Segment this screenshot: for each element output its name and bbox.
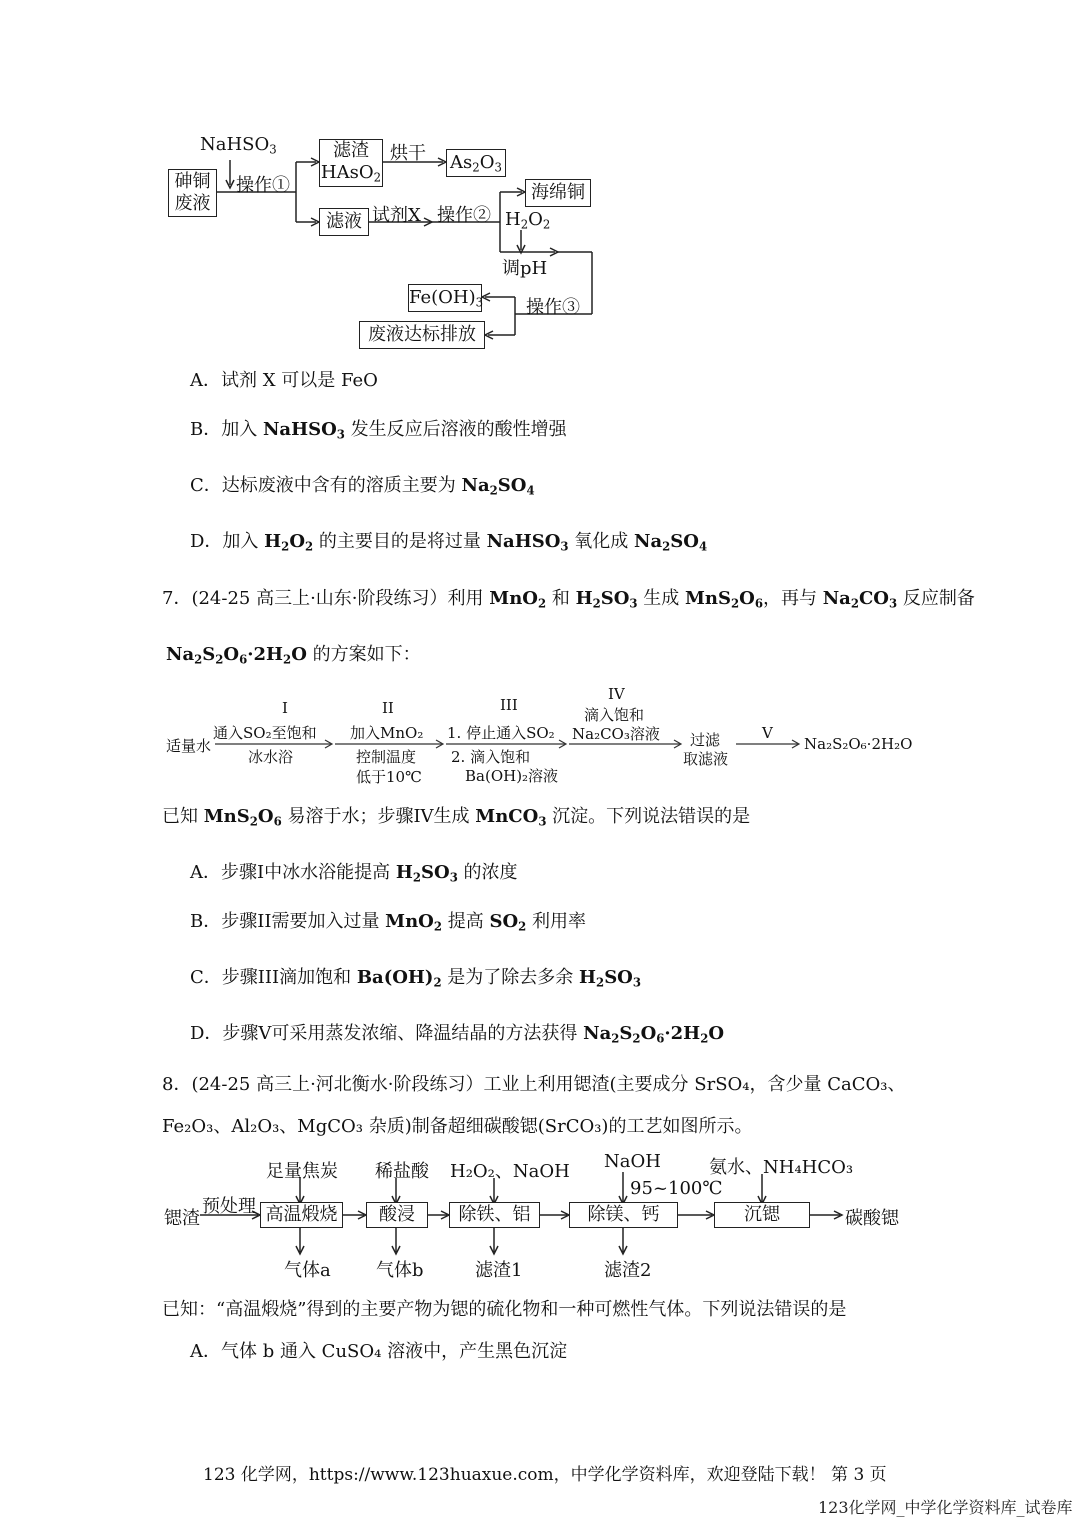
step-1-bottom: 冰水浴 <box>248 748 294 766</box>
h2o2-label: $H_2O_2$ <box>505 209 551 232</box>
page-footer: 123 化学网，https://www.123huaxue.com，中学化学资料库，欢迎登陆下载！ 第 3 页 <box>203 1465 887 1485</box>
q7-known: 已知 $MnS_2O_6$ 易溶于水；步骤IV生成 MnCO$_3$ 沉淀。下列说法错误的是 <box>162 806 751 829</box>
step-2-bottom-2: 低于10℃ <box>356 768 422 786</box>
residue-box: 滤渣 HAsO$_2$ <box>319 139 383 187</box>
discharge-box: 废液达标排放 <box>359 321 485 349</box>
step-2-top: 加入MnO₂ <box>350 724 424 742</box>
adjust-ph-label: 调pH <box>502 258 548 279</box>
input-coke: 足量焦炭 <box>266 1161 338 1182</box>
filtrate-box: 滤液 <box>319 208 369 236</box>
operation-2-label: 操作② <box>437 205 491 226</box>
feoh3-box: $Fe(OH)_3$ <box>408 284 482 312</box>
step-1-number: I <box>282 699 288 717</box>
calcination-box: 高温煅烧 <box>260 1202 343 1228</box>
filter-label-2: 取滤液 <box>683 750 729 768</box>
step-1-top: 通入SO₂至饱和 <box>213 724 317 742</box>
product-label: Na₂S₂O₆·2H₂O <box>804 735 913 753</box>
q8-stem-line2: Fe₂O₃、Al₂O₃、MgCO₃ 杂质)制备超细碳酸锶(SrCO₃)的工艺如图所示。 <box>162 1116 753 1137</box>
step-5-number: V <box>762 724 773 742</box>
operation-1-label: 操作① <box>236 175 290 196</box>
input-naoh: NaOH <box>604 1151 661 1172</box>
q7-option-a: A．步骤I中冰水浴能提高 $H_2SO_3$ 的浓度 <box>190 862 518 885</box>
step-4-top-1: 滴入饱和 <box>584 706 645 724</box>
strontium-carbonate-label: 碳酸锶 <box>845 1208 899 1229</box>
output-residue-1: 滤渣1 <box>475 1260 523 1281</box>
output-gas-b: 气体b <box>376 1260 424 1281</box>
precipitate-sr-box: 沉锶 <box>714 1202 810 1228</box>
q6-option-b: B．加入 NaHSO$_3$ 发生反应后溶液的酸性增强 <box>190 419 567 442</box>
q6-option-c: C．达标废液中含有的溶质主要为 $Na_2SO_4$ <box>190 475 535 498</box>
step-2-number: II <box>382 699 394 717</box>
q7-stem-line2: $Na_2S_2O_6\cdot 2H_2O$ 的方案如下： <box>166 644 421 667</box>
step-3-top: 1. 停止通入SO₂ <box>447 724 555 742</box>
q7-option-b: B．步骤II需要加入过量 MnO$_2$ 提高 $SO_2$ 利用率 <box>190 911 587 934</box>
as2o3-box: $As_2O_3$ <box>446 149 506 177</box>
sponge-copper-box: 海绵铜 <box>525 179 591 207</box>
operation-3-label: 操作③ <box>526 297 580 318</box>
nahso3-label: NaHSO$_3$ <box>200 134 277 157</box>
input-hcl: 稀盐酸 <box>375 1161 429 1182</box>
input-h2o2-naoh: H₂O₂、NaOH <box>450 1161 570 1182</box>
strontium-slag-label: 锶渣 <box>164 1208 200 1229</box>
remove-fe-al-box: 除铁、铝 <box>449 1202 540 1228</box>
arsenic-copper-waste-box: 砷铜 废液 <box>168 169 217 217</box>
q8-known: 已知：“高温煅烧”得到的主要产物为锶的硫化物和一种可燃性气体。下列说法错误的是 <box>162 1299 847 1320</box>
reagent-x-label: 试剂X <box>372 205 421 226</box>
watermark: 123化学网_中学化学资料库_试卷库 <box>818 1498 1073 1517</box>
step-start-water: 适量水 <box>166 737 212 755</box>
remove-mg-ca-box: 除镁、钙 <box>569 1202 678 1228</box>
q6-option-a: A．试剂 X 可以是 FeO <box>190 370 378 391</box>
input-ammonia: 氨水、NH₄HCO₃ <box>709 1157 854 1178</box>
q7-option-c: C．步骤III滴加饱和 $Ba(OH)_2$ 是为了除去多余 $H_2SO_3$ <box>190 967 642 990</box>
dry-label: 烘干 <box>390 143 426 164</box>
filter-label-1: 过滤 <box>690 731 721 749</box>
acid-leach-box: 酸浸 <box>366 1202 428 1228</box>
step-4-number: IV <box>608 685 625 703</box>
step-3-number: III <box>500 696 518 714</box>
output-residue-2: 滤渣2 <box>604 1260 652 1281</box>
step-2-bottom-1: 控制温度 <box>356 748 417 766</box>
step-3-bottom-2: Ba(OH)₂溶液 <box>465 767 559 785</box>
temperature-label: 95~100℃ <box>630 1178 723 1199</box>
pretreatment-label: 预处理 <box>202 1196 256 1217</box>
q8-option-a: A．气体 b 通入 CuSO₄ 溶液中，产生黑色沉淀 <box>190 1341 568 1362</box>
q6-option-d: D．加入 $H_2O_2$ 的主要目的是将过量 NaHSO$_3$ 氧化成 $Na_2SO_4$ <box>190 531 708 554</box>
output-gas-a: 气体a <box>284 1260 331 1281</box>
q7-option-d: D．步骤V可采用蒸发浓缩、降温结晶的方法获得 $Na_2S_2O_6\cdot 2H_2O$ <box>190 1023 725 1046</box>
step-4-top-2: Na₂CO₃溶液 <box>572 725 660 743</box>
step-3-bottom-1: 2. 滴入饱和 <box>451 748 531 766</box>
q8-stem-line1: 8．(24-25 高三上·河北衡水·阶段练习）工业上利用锶渣(主要成分 SrSO₄，含少量 CaCO₃、 <box>162 1074 906 1095</box>
q7-stem-line1: 7．(24-25 高三上·山东·阶段练习）利用 MnO$_2$ 和 $H_2SO_3$ 生成 $MnS_2O_6$，再与 $Na_2CO_3$ 反应制备 <box>162 588 975 611</box>
